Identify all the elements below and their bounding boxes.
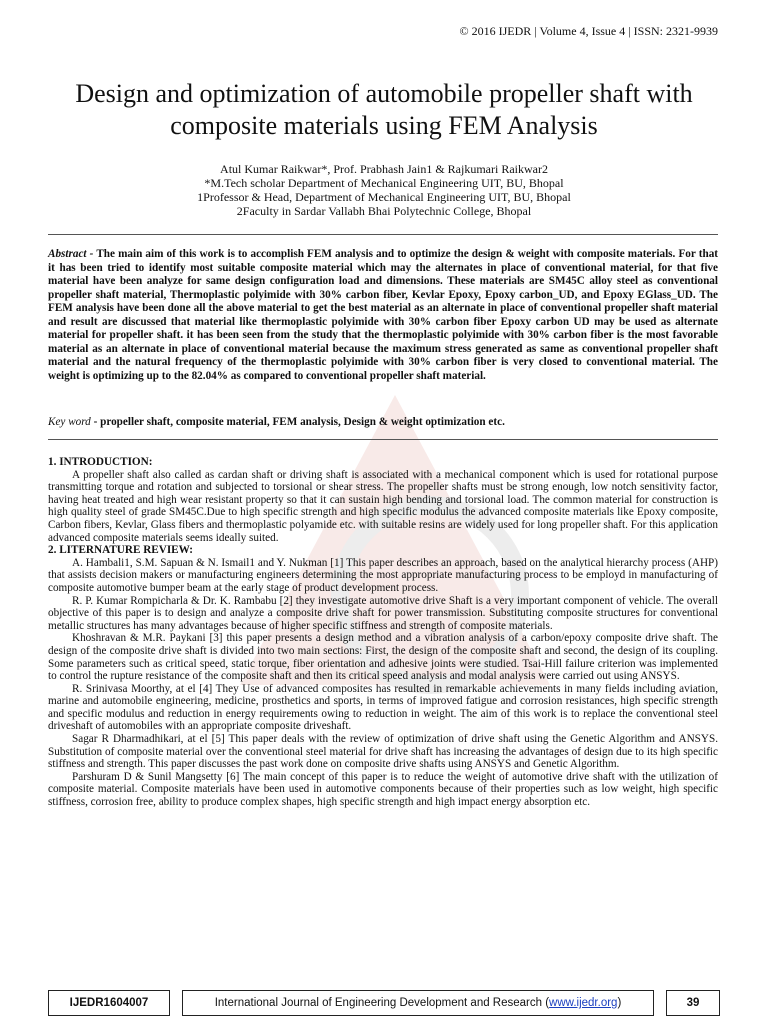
- paper-id: IJEDR1604007: [48, 990, 170, 1016]
- affiliation-2: 1Professor & Head, Department of Mechanical Engineering UIT, BU, Bhopal: [197, 190, 571, 204]
- paragraph: R. Srinivasa Moorthy, at el [4] They Use of advanced composites has resulted in remarkable achievements in many fields including aviation, marine and automobile engineering, medicine, prosthetics and sports, in terms of improved fatigue and corrosion resistances, high specific strength and specific modulus and reduction in energy requirements owing to reduction in weight. The aim of this work is to replace the conventional steel driveshaft of automobiles with an appropriate composite driveshaft.: [48, 682, 718, 733]
- paper-title: Design and optimization of automobile propeller shaft with composite materials using FEM Analysis: [75, 79, 693, 140]
- paper-body: [48, 456, 718, 809]
- keywords: [48, 416, 718, 430]
- journal-link[interactable]: www.ijedr.org: [549, 997, 618, 1009]
- abstract: [48, 248, 718, 383]
- paragraph: R. P. Kumar Rompicharla & Dr. K. Rambabu [2] they investigate automotive drive Shaft is a very important component of vehicle. The overall objective of this paper is to design and analyze a composite drive shaft for power transmission. Substituting composite structures for conventional metallic structures has many advantages because of higher specific stiffness and strength of composite materials.: [48, 594, 718, 632]
- abstract-label: Abstract -: [48, 248, 94, 260]
- affiliation-1: *M.Tech scholar Department of Mechanical Engineering UIT, BU, Bhopal: [204, 176, 564, 190]
- section-heading-introduction: 1. INTRODUCTION:: [48, 456, 153, 468]
- paragraph: Sagar R Dharmadhikari, at el [5] This paper deals with the review of optimization of drive shaft using the Genetic Algorithm and ANSYS. Substitution of composite material over the conventional steel material for drive shaft has increasing the advantages of design due to its high specific stiffness and strength. This paper discusses the past work done on composite drive shafts using ANSYS and Genetic Algorithm.: [48, 733, 718, 771]
- journal-title-end: ): [617, 997, 622, 1009]
- journal-name: [182, 990, 654, 1016]
- page-number: 39: [666, 990, 720, 1016]
- author-names: Atul Kumar Raikwar*, Prof. Prabhash Jain1 & Rajkumari Raikwar2: [220, 162, 548, 176]
- divider-bottom: [48, 439, 718, 440]
- divider-top: [48, 234, 718, 235]
- affiliation-3: 2Faculty in Sardar Vallabh Bhai Polytechnic College, Bhopal: [236, 204, 532, 218]
- section-heading-literature: 2. LITERNATURE REVIEW:: [48, 544, 193, 557]
- paragraph: A propeller shaft also called as cardan shaft or driving shaft is associated with a mechanical component which is used for rotational purpose transmitting torque and rotation and subjected to torsional or shear stress. The propeller shafts must be strong enough, low notch sensitivity factor, having heat treated and high wear resistant property so that it can sustain high bending and torsional load. The common material for construction is high quality steel of grade SM45C.Due to high specific strength and high specific modulus the advanced composite materials like Epoxy composite, Carbon fibers, Kevlar, Glass fibers and thermoplastic polyamide etc. with suitable resins are widely used for long propeller shaft. For this application advanced composite materials seems ideally suited.: [48, 468, 718, 544]
- author-block: [50, 162, 718, 218]
- keywords-label: Key word: [48, 416, 91, 428]
- journal-title: International Journal of Engineering Development and Research (: [214, 997, 550, 1009]
- keywords-text: - propeller shaft, composite material, FEM analysis, Design & weight optimization etc.: [90, 416, 505, 428]
- paragraph: A. Hambali1, S.M. Sapuan & N. Ismail1 and Y. Nukman [1] This paper describes an approach, based on the analytical hierarchy process (AHP) that assists decision makers or manufacturing engineers determining the most appropriate manufacturing process to be employd in manufacturing of composite automotive bumper beam at the early stage of product development process.: [48, 556, 718, 594]
- paragraph: Parshuram D & Sunil Mangsetty [6] The main concept of this paper is to reduce the weight of automotive drive shaft with the utilization of composite material. Composite materials have been used in automotive components because of their properties such as low weight, high specific stiffness, corrosion free, ability to produce complex shapes, high specific strength and high impact energy absorption etc.: [48, 770, 718, 809]
- journal-header: © 2016 IJEDR | Volume 4, Issue 4 | ISSN: 2321-9939: [459, 24, 718, 38]
- page-footer: [48, 990, 718, 1018]
- abstract-text: The main aim of this work is to accomplish FEM analysis and to optimize the design & weight with composite materials. For that it has been tried to identify most suitable composite material which may the alternates in place of conventional material, for that five material have been analyze for same design configuration load and dimensions. These materials are SM45C alloy steel as conventional propeller shaft material, Thermoplastic polyimide with 30% carbon fiber, Kevlar Epoxy, Epoxy carbon_UD, and Epoxy EGlass_UD. The FEM analysis have been done all the above material to get the best material as an alternate in place of conventional propeller shaft material and result are discussed that material like thermoplastic polyimide with 30% carbon fiber Epoxy carbon UD may be used as alternate material for propeller shaft. it has been seen from the study that the thermoplastic polyimide with 30% carbon fiber is the most favorable material as an alternate in place of conventional material because the maximum stress generated as same as conventional propeller shaft material and the natural frequency of the thermoplastic polyimide with 30% carbon fiber is very closed to conventional material. The weight is optimizing up to the 82.04% as compared to conventional propeller shaft material.: [48, 248, 719, 382]
- paragraph: Khoshravan & M.R. Paykani [3] this paper presents a design method and a vibration analysis of a carbon/epoxy composite drive shaft. The design of the composite drive shaft is divided into two main sections: First, the design of the composite shaft and second, the design of its coupling. Some parameters such as critical speed, static torque, fiber orientation and adhesive joints were studied. Tsai-Hill failure criterion was implemented to control the rupture resistance of the composite shaft and then its critical speed analysis and modal analysis were carried out using ANSYS.: [48, 632, 718, 683]
